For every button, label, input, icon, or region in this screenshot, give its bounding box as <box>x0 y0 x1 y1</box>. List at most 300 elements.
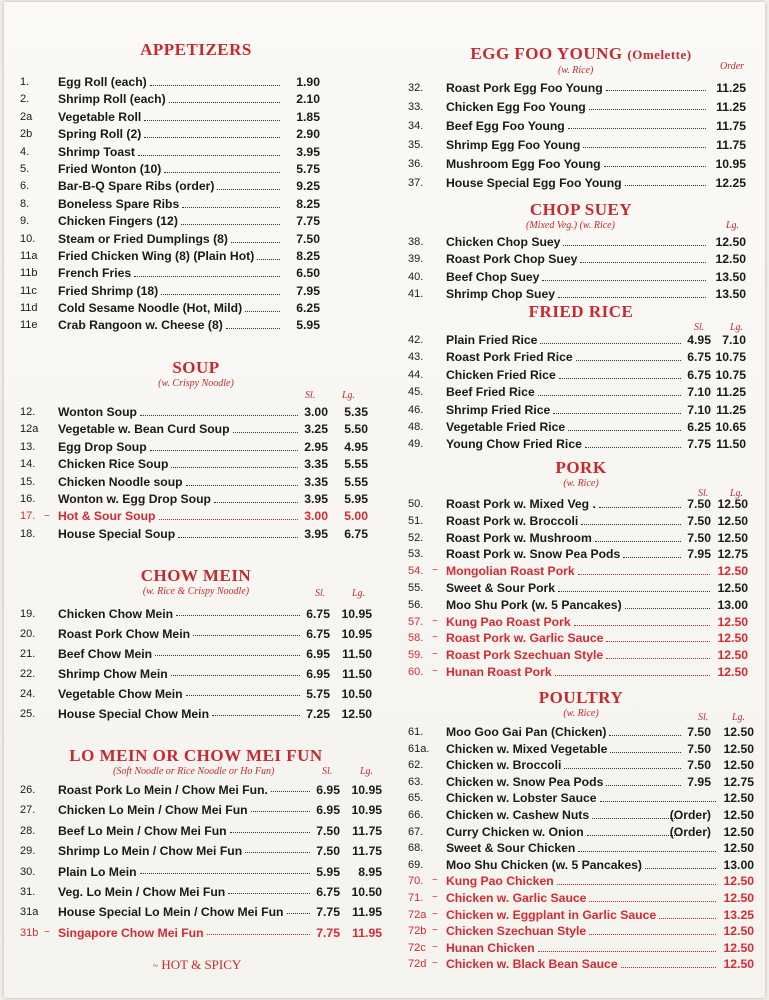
pork-col-large: Lg. <box>730 488 744 499</box>
item-price-large: 10.50 <box>341 687 372 701</box>
item-name: Plain Lo Mein <box>58 864 137 879</box>
item-name: Beef Chow Mein <box>58 647 153 661</box>
menu-item <box>408 79 754 98</box>
leader-dots <box>555 675 710 676</box>
item-price-small: 7.50 <box>687 513 711 528</box>
leader-dots <box>578 851 716 852</box>
poultry-col-large: Lg. <box>732 712 746 723</box>
menu-item <box>20 421 372 438</box>
menu-item <box>408 580 754 597</box>
egg-foo-young-title <box>408 44 754 65</box>
hot-spicy-legend <box>20 957 372 973</box>
item-price-large: 12.50 <box>723 807 754 822</box>
item-price-small: 6.75 <box>687 367 711 382</box>
item-price-small: 7.50 <box>687 725 711 739</box>
menu-item <box>408 234 754 251</box>
item-price-small: 7.75 <box>687 437 711 452</box>
item-price: 11.75 <box>716 119 746 133</box>
pepper-icon: ~ <box>152 961 159 972</box>
menu-item <box>408 513 754 530</box>
item-number: 11d <box>20 302 38 315</box>
item-price-small: 3.35 <box>304 474 328 489</box>
menu-item <box>20 841 382 861</box>
poultry-col-small: Sl. <box>698 712 709 723</box>
leader-dots <box>169 102 280 103</box>
item-name: Chicken Rice Soup <box>58 457 169 472</box>
menu-item <box>20 780 382 800</box>
leader-dots <box>182 207 280 208</box>
item-price: 11.25 <box>716 100 746 114</box>
egg-foo-young-list <box>408 79 754 193</box>
menu-item <box>408 630 754 647</box>
leader-dots <box>589 934 716 935</box>
item-number: 58. <box>408 632 424 645</box>
item-price-small: 7.75 <box>316 905 340 920</box>
menu-item <box>408 774 754 791</box>
item-price-large: 13.00 <box>723 857 754 872</box>
item-name: Moo Goo Gai Pan (Chicken) <box>446 725 607 739</box>
chop-suey-section <box>408 200 754 304</box>
item-price-small: (Order) <box>669 824 711 839</box>
item-name: Beef Chop Suey <box>446 269 540 284</box>
leader-dots <box>604 166 706 167</box>
item-name: Kung Pao Roast Pork <box>446 614 571 629</box>
item-number: 72b <box>408 925 427 938</box>
chop-suey-subtitle: (Mixed Veg.) (w. Rice) <box>526 220 615 231</box>
menu-item <box>408 155 754 174</box>
item-number: 46. <box>408 403 424 416</box>
leader-dots <box>568 128 706 129</box>
leader-dots <box>563 245 706 246</box>
fried-rice-title: FRIED RICE <box>528 302 634 321</box>
item-number: 28. <box>20 824 36 837</box>
leader-dots <box>600 801 716 802</box>
fried-rice-list <box>408 332 754 454</box>
item-price-large: 11.50 <box>342 647 372 661</box>
item-price-small: 6.95 <box>316 803 340 818</box>
egg-foo-young-title-main: EGG FOO YOUNG <box>470 44 623 63</box>
menu-page <box>4 2 765 998</box>
menu-item <box>20 248 372 265</box>
item-number: 20. <box>20 628 36 640</box>
leader-dots <box>538 395 681 396</box>
item-name: House Special Egg Foo Young <box>446 176 622 190</box>
menu-item <box>20 109 372 126</box>
item-number: 37. <box>408 177 424 189</box>
item-price-large: 12.50 <box>717 614 748 629</box>
item-name: Roast Pork w. Broccoli <box>446 513 579 528</box>
chop-suey-list <box>408 234 754 304</box>
item-number: 31b <box>20 926 39 939</box>
menu-item <box>20 821 382 841</box>
egg-foo-young-subtitle: (w. Rice) <box>558 65 594 76</box>
item-number: 56. <box>408 598 424 611</box>
leader-dots <box>625 608 710 609</box>
item-price-large: 11.50 <box>716 437 746 452</box>
item-name: Roast Pork w. Mixed Veg . <box>446 497 596 511</box>
lo-mein-title: LO MEIN OR CHOW MEI FUN <box>69 746 323 765</box>
menu-item <box>408 251 754 268</box>
item-price-small: 7.50 <box>687 497 711 511</box>
item-number: 6. <box>20 180 30 193</box>
item-price-large: 10.95 <box>351 803 382 818</box>
item-number: 43. <box>408 351 424 364</box>
leader-dots <box>589 901 716 902</box>
item-number: 1. <box>20 76 30 88</box>
item-price-small: 3.35 <box>304 457 328 472</box>
item-number: 36. <box>408 158 424 170</box>
item-number: 62. <box>408 759 424 772</box>
soup-list <box>20 404 372 543</box>
item-price-small: 4.95 <box>687 333 711 347</box>
lo-mein-list <box>20 780 382 943</box>
item-name: Plain Fried Rice <box>446 333 538 347</box>
item-price-small: 5.95 <box>316 864 340 879</box>
item-price-large: 10.75 <box>715 350 746 365</box>
item-name: Vegetable Chow Mein <box>58 687 183 701</box>
item-price: 7.75 <box>296 214 320 229</box>
item-name: Egg Drop Soup <box>58 439 147 454</box>
item-name: Young Chow Fried Rice <box>446 437 582 452</box>
item-price-large: 11.25 <box>716 385 746 400</box>
item-number: 17. <box>20 510 36 523</box>
item-price-large: 11.75 <box>352 844 382 859</box>
item-name: Hunan Chicken <box>446 940 535 955</box>
item-name: Chicken w. Mixed Vegetable <box>446 741 608 756</box>
item-number: 61. <box>408 726 424 738</box>
item-number: 30. <box>20 865 36 878</box>
item-price-large: 13.25 <box>723 907 754 922</box>
menu-item <box>20 144 372 161</box>
item-price-small: (Order) <box>669 807 711 822</box>
item-price-large: 4.95 <box>344 439 368 454</box>
item-name: Crab Rangoon w. Cheese (8) <box>58 318 223 333</box>
item-price: 8.25 <box>296 248 320 263</box>
item-number: 4. <box>20 145 30 158</box>
menu-item <box>408 136 754 155</box>
item-price-large: 8.95 <box>358 864 382 879</box>
menu-item <box>20 862 382 882</box>
item-number: 70. <box>408 875 424 888</box>
item-price-small: 7.50 <box>687 530 711 545</box>
item-name: Chicken Fried Rice <box>446 367 556 382</box>
pork-subtitle: (w. Rice) <box>563 478 599 489</box>
item-name: Chicken w. Cashew Nuts <box>446 807 590 822</box>
item-number: 55. <box>408 581 424 594</box>
item-number: 14. <box>20 458 36 471</box>
item-number: 13. <box>20 440 36 453</box>
lo-mein-subtitle: (Soft Noodle or Rice Noodle or Ho Fun) <box>113 766 275 777</box>
item-number: 44. <box>408 368 424 381</box>
item-price: 12.25 <box>715 176 746 190</box>
item-name: Hot & Sour Soup <box>58 509 156 524</box>
lo-mein-col-large: Lg. <box>360 766 374 777</box>
item-price-large: 12.50 <box>723 957 754 972</box>
menu-item <box>408 419 754 436</box>
leader-dots <box>140 415 298 416</box>
menu-item <box>408 384 754 401</box>
pepper-icon: ~ <box>432 649 438 661</box>
soup-title: SOUP <box>172 358 220 377</box>
item-name: Roast Pork Lo Mein / Chow Mei Fun. <box>58 783 268 797</box>
item-price-large: 12.50 <box>717 631 748 646</box>
menu-item <box>20 704 372 724</box>
item-price-large: 7.10 <box>722 333 746 347</box>
item-name: Beef Fried Rice <box>446 385 535 400</box>
item-number: 15. <box>20 475 36 488</box>
item-name: Shrimp Lo Mein / Chow Mei Fun <box>58 844 243 859</box>
item-number: 59. <box>408 649 424 662</box>
item-number: 38. <box>408 236 424 248</box>
item-price: 5.95 <box>296 318 320 333</box>
lo-mein-section <box>20 746 382 943</box>
menu-item <box>20 526 372 543</box>
hot-spicy-label: HOT & SPICY <box>161 957 242 972</box>
leader-dots <box>150 85 280 86</box>
item-price: 3.95 <box>296 144 320 159</box>
leader-dots <box>583 147 706 148</box>
item-price-large: 13.00 <box>717 597 748 612</box>
leader-dots <box>558 591 710 592</box>
item-number: 53. <box>408 548 424 561</box>
menu-item <box>408 597 754 614</box>
item-price-small: 3.95 <box>304 491 328 506</box>
item-price: 8.25 <box>296 196 320 211</box>
leader-dots <box>659 918 716 919</box>
menu-item <box>408 496 754 513</box>
item-number: 50. <box>408 498 424 510</box>
item-number: 66. <box>408 808 424 821</box>
item-price: 10.95 <box>715 157 746 171</box>
item-number: 48. <box>408 420 424 433</box>
menu-item <box>408 367 754 384</box>
item-name: Chicken Lo Mein / Chow Mei Fun <box>58 803 248 818</box>
item-price-small: 3.00 <box>304 405 328 419</box>
item-number: 11e <box>20 319 38 332</box>
item-number: 19. <box>20 608 36 620</box>
item-price-large: 12.50 <box>717 530 748 545</box>
poultry-subtitle: (w. Rice) <box>563 708 599 719</box>
item-name: Beef Egg Foo Young <box>446 119 565 133</box>
item-price-small: 3.00 <box>304 509 328 524</box>
pepper-icon: ~ <box>432 958 438 970</box>
menu-item <box>408 724 754 741</box>
menu-item <box>408 286 754 303</box>
soup-subtitle: (w. Crispy Noodle) <box>158 378 234 389</box>
item-name: Sweet & Sour Pork <box>446 580 556 595</box>
item-name: Chicken Chow Mein <box>58 607 174 621</box>
menu-item <box>20 91 372 108</box>
soup-col-large: Lg. <box>342 390 356 401</box>
item-price-large: 12.50 <box>723 874 754 889</box>
menu-item <box>408 923 754 940</box>
item-number: 27. <box>20 804 36 817</box>
item-number: 52. <box>408 531 424 544</box>
item-price: 6.25 <box>296 301 320 316</box>
item-name: Chicken w. Lobster Sauce <box>446 791 597 806</box>
menu-item <box>408 530 754 547</box>
leader-dots <box>245 311 280 312</box>
fried-rice-section <box>408 302 754 454</box>
menu-item <box>20 684 372 704</box>
menu-item <box>408 117 754 136</box>
item-price-small: 3.25 <box>304 422 328 437</box>
item-price-large: 10.95 <box>351 783 382 797</box>
menu-item <box>408 840 754 857</box>
menu-item <box>408 98 754 117</box>
egg-foo-young-section <box>408 44 754 193</box>
item-price: 13.50 <box>715 269 746 284</box>
item-price: 12.50 <box>715 252 746 267</box>
pepper-icon: ~ <box>432 615 438 627</box>
item-price-small: 6.75 <box>316 884 340 899</box>
item-number: 24. <box>20 688 36 700</box>
item-name: Chicken Noodle soup <box>58 474 183 489</box>
item-number: 34. <box>408 120 424 132</box>
item-number: 45. <box>408 386 424 399</box>
menu-item <box>20 317 372 334</box>
leader-dots <box>606 90 706 91</box>
menu-item <box>408 741 754 758</box>
item-price-large: 5.50 <box>344 422 368 437</box>
chow-mein-section <box>20 566 372 724</box>
item-name: Vegetable w. Bean Curd Soup <box>58 422 230 437</box>
item-name: French Fries <box>58 266 132 281</box>
item-name: Roast Pork w. Mushroom <box>446 530 592 545</box>
pork-section <box>408 458 754 681</box>
item-name: Roast Pork Fried Rice <box>446 350 573 365</box>
item-name: Singapore Chow Mei Fun <box>58 925 204 940</box>
leader-dots <box>226 328 280 329</box>
appetizers-title: APPETIZERS <box>140 40 252 59</box>
menu-item <box>408 269 754 286</box>
item-number: 18. <box>20 527 36 540</box>
item-name: Egg Roll (each) <box>58 75 147 89</box>
leader-dots <box>144 120 280 121</box>
item-name: Roast Pork w. Snow Pea Pods <box>446 547 621 562</box>
item-name: Chicken w. Garlic Sauce <box>446 890 587 905</box>
item-price-small: 7.95 <box>687 547 711 562</box>
item-price-large: 11.50 <box>342 667 372 681</box>
item-number: 12. <box>20 406 36 418</box>
menu-item <box>20 300 372 317</box>
item-name: Shrimp Chow Mein <box>58 667 168 681</box>
item-name: Moo Shu Pork (w. 5 Pancakes) <box>446 597 622 612</box>
menu-item <box>408 436 754 453</box>
item-price-large: 5.55 <box>344 474 368 489</box>
leader-dots <box>231 242 280 243</box>
item-number: 2a <box>20 110 33 123</box>
item-price-large: 10.75 <box>715 367 746 382</box>
item-name: Chicken Szechuan Style <box>446 924 587 939</box>
item-price: 11.25 <box>716 81 746 95</box>
pork-list <box>408 496 754 681</box>
item-name: Roast Pork w. Garlic Sauce <box>446 631 604 646</box>
leader-dots <box>144 137 280 138</box>
item-number: 29. <box>20 845 36 858</box>
item-name: Fried Wonton (10) <box>58 161 162 176</box>
item-price-large: 5.95 <box>344 491 368 506</box>
item-price-small: 7.50 <box>316 823 340 838</box>
leader-dots <box>138 155 280 156</box>
item-number: 11c <box>20 284 37 297</box>
menu-item <box>408 940 754 957</box>
menu-item <box>20 231 372 248</box>
menu-item <box>408 956 754 973</box>
item-price-small: 7.10 <box>687 402 711 417</box>
menu-item <box>408 563 754 580</box>
leader-dots <box>540 343 681 344</box>
item-price: 7.50 <box>296 231 320 246</box>
item-price-large: 12.50 <box>717 648 748 663</box>
item-price-small: 7.50 <box>687 758 711 773</box>
item-name: Hunan Roast Pork <box>446 664 552 679</box>
item-name: Roast Pork Szechuan Style <box>446 648 604 663</box>
menu-item <box>20 161 372 178</box>
menu-item <box>20 800 382 820</box>
item-number: 41. <box>408 288 424 301</box>
item-name: Beef Lo Mein / Chow Mei Fun <box>58 823 227 838</box>
item-number: 35. <box>408 139 424 151</box>
item-name: Fried Shrimp (18) <box>58 283 159 298</box>
item-number: 2. <box>20 93 30 106</box>
egg-foo-young-col-order: Order <box>720 61 745 72</box>
menu-item <box>408 647 754 664</box>
item-price-large: 12.50 <box>723 924 754 939</box>
item-price-large: 12.50 <box>723 758 754 773</box>
item-number: 11b <box>20 267 38 280</box>
pepper-icon: ~ <box>432 925 438 937</box>
item-name: Wonton w. Egg Drop Soup <box>58 491 211 506</box>
item-number: 72c <box>408 941 426 954</box>
leader-dots <box>155 655 300 656</box>
menu-item <box>20 126 372 143</box>
item-price-small: 6.75 <box>306 627 330 641</box>
chow-mein-col-large: Lg. <box>352 588 366 599</box>
leader-dots <box>140 873 310 874</box>
item-number: 61a. <box>408 742 430 755</box>
item-number: 40. <box>408 270 424 283</box>
item-price-large: 12.50 <box>723 791 754 806</box>
menu-item <box>408 332 754 349</box>
leader-dots <box>574 625 710 626</box>
item-price-small: 3.95 <box>304 526 328 541</box>
item-price: 2.10 <box>296 92 320 107</box>
leader-dots <box>161 294 280 295</box>
item-price-small: 5.75 <box>306 687 330 701</box>
leader-dots <box>621 967 716 968</box>
item-price-large: 12.50 <box>723 940 754 955</box>
item-number: 11a <box>20 249 38 262</box>
item-name: Mongolian Roast Pork <box>446 564 575 579</box>
leader-dots <box>150 450 298 451</box>
soup-section <box>20 358 372 543</box>
item-name: Chicken Chop Suey <box>446 235 561 249</box>
item-number: 32. <box>408 82 424 94</box>
item-price-large: 11.75 <box>352 823 382 838</box>
menu-item <box>20 491 372 508</box>
chop-suey-title: CHOP SUEY <box>529 200 633 219</box>
menu-item <box>408 349 754 366</box>
menu-item <box>20 882 382 902</box>
item-price-large: 12.50 <box>717 580 748 595</box>
chop-suey-col-large: Lg. <box>726 220 740 231</box>
item-number: 9. <box>20 215 30 228</box>
item-number: 54. <box>408 565 424 578</box>
leader-dots <box>181 224 280 225</box>
item-price-large: 11.95 <box>352 925 382 940</box>
leader-dots <box>606 641 710 642</box>
